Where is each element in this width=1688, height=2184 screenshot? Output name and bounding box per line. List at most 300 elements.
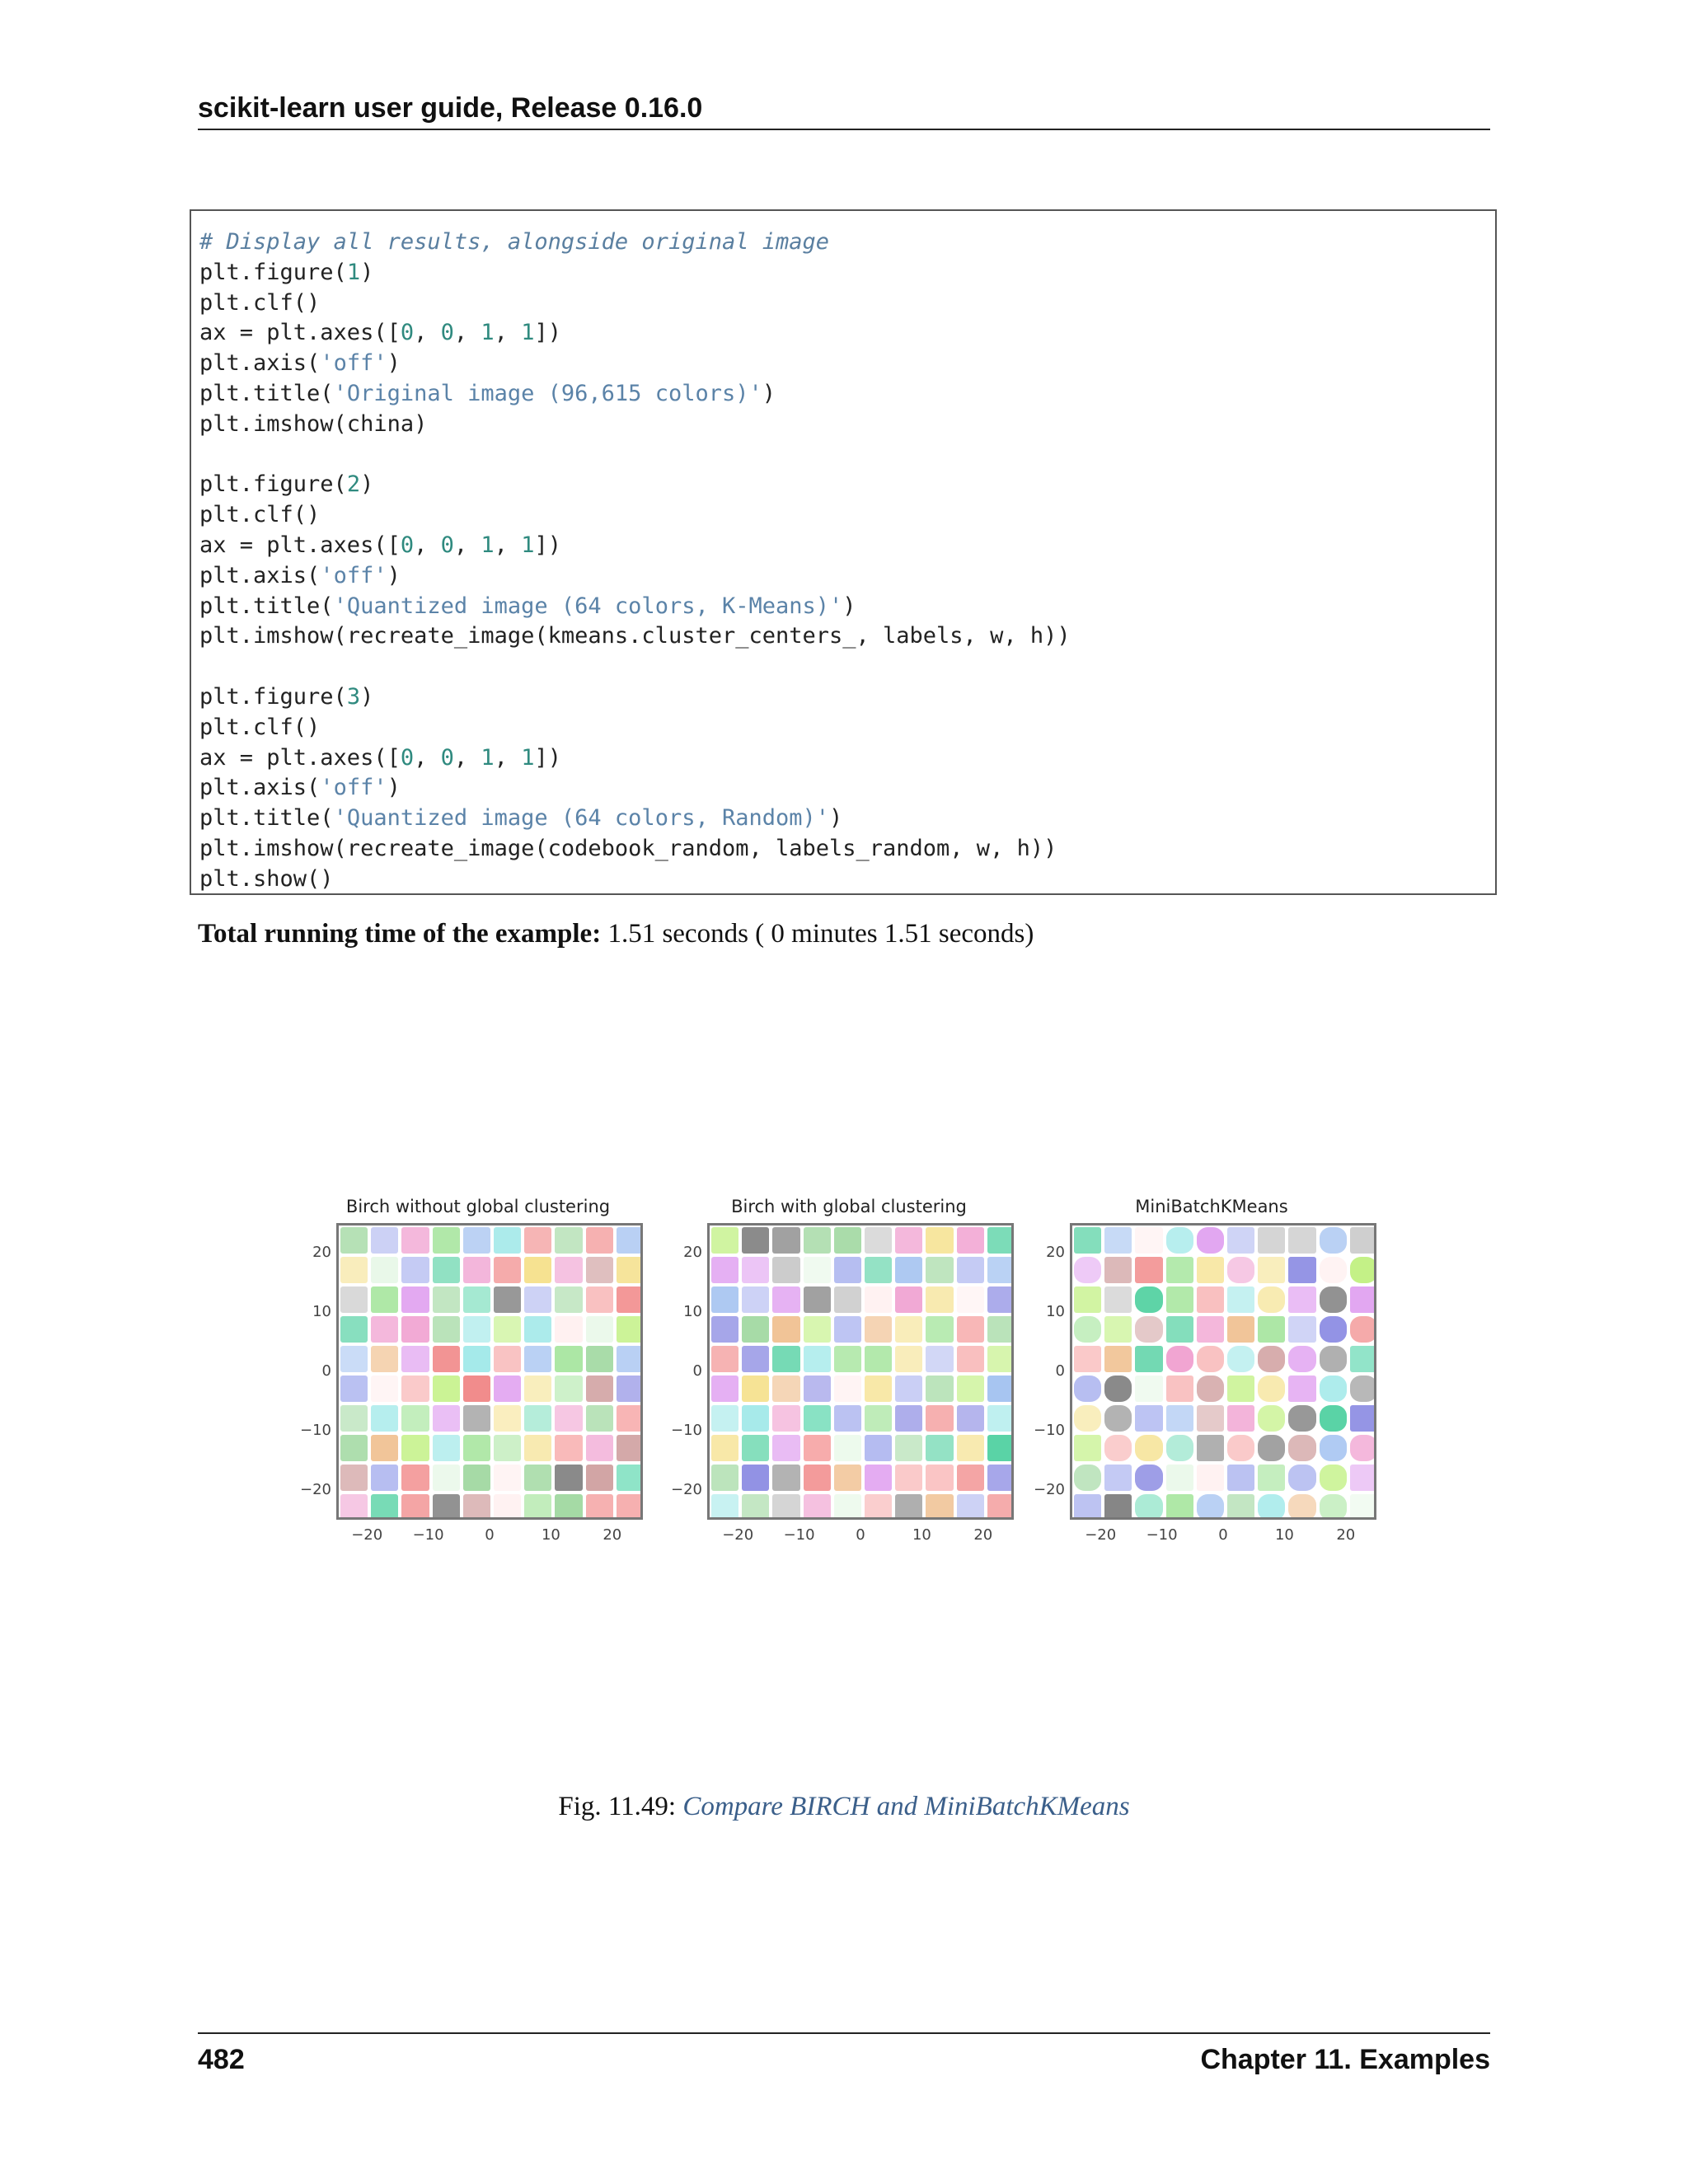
code-line [199,349,1487,379]
cluster-points [1197,1257,1224,1283]
cluster-points [463,1494,490,1520]
code-line [199,865,1487,895]
cluster-points [617,1286,643,1313]
code-token: plt.axis( [199,775,321,801]
figure-caption [0,1792,1688,1822]
cluster-points [1074,1257,1101,1283]
cluster-points [463,1465,490,1491]
cluster-points [524,1376,551,1402]
cluster-points [371,1435,398,1461]
cluster-points [804,1286,831,1313]
cluster-points [1227,1257,1254,1283]
cluster-points [1166,1346,1193,1372]
cluster-points [1288,1376,1315,1402]
cluster-points [401,1346,429,1372]
code-line [199,500,1487,531]
cluster-points [586,1316,613,1343]
cluster-points [617,1376,643,1402]
cluster-points [804,1494,831,1520]
cluster-points [371,1465,398,1491]
cluster-points [1350,1376,1376,1402]
panel-birch-no-global [297,1187,659,1549]
cluster-points [494,1494,521,1520]
cluster-points [895,1435,922,1461]
cluster-points [804,1346,831,1372]
code-token: ) [360,683,374,710]
cluster-points [401,1257,429,1283]
code-token: ) [387,562,401,588]
cluster-points [1320,1435,1347,1461]
code-token: , [414,744,441,771]
cluster-points [1104,1227,1132,1254]
cluster-points [1350,1405,1376,1432]
code-token: plt.figure( [199,259,347,285]
cluster-points [1288,1227,1315,1254]
cluster-points [1350,1465,1376,1491]
cluster-points [957,1316,984,1343]
code-token: plt.title( [199,380,334,406]
cluster-points [586,1257,613,1283]
code-line [199,379,1487,410]
code-token: ax = plt.axes([ [199,320,401,346]
cluster-points [463,1286,490,1313]
cluster-points [742,1494,769,1520]
code-token: ) [360,471,374,498]
code-token: 'Quantized image (64 colors, K-Means)' [333,593,843,619]
cluster-points [987,1346,1014,1372]
cluster-points [926,1435,953,1461]
cluster-points [494,1376,521,1402]
cluster-points [1166,1405,1193,1432]
cluster-points [834,1494,861,1520]
code-token: 'Quantized image (64 colors, Random)' [333,805,830,832]
cluster-points [957,1376,984,1402]
cluster-points [1227,1227,1254,1254]
cluster-points [1197,1316,1224,1343]
cluster-points [834,1376,861,1402]
cluster-points [804,1257,831,1283]
cluster-points [555,1257,582,1283]
cluster-points [433,1346,460,1372]
cluster-points [524,1257,551,1283]
code-token: , [494,532,522,558]
cluster-points [987,1316,1014,1343]
cluster-points [772,1286,799,1313]
cluster-points [586,1405,613,1432]
cluster-points [1166,1494,1193,1520]
y-tick-label: 20 [1046,1244,1065,1261]
cluster-points [1320,1257,1347,1283]
code-line [199,227,1487,258]
caption-link[interactable]: Compare BIRCH and MiniBatchKMeans [682,1792,1130,1821]
cluster-points [772,1346,799,1372]
cluster-points [1350,1316,1376,1343]
cluster-points [926,1465,953,1491]
code-token: ) [842,593,856,619]
cluster-points [1258,1286,1285,1313]
code-token: plt.axis( [199,350,321,377]
cluster-points [1135,1494,1162,1520]
cluster-points [463,1257,490,1283]
cluster-points [340,1376,368,1402]
cluster-points [834,1227,861,1254]
cluster-points [494,1346,521,1372]
cluster-points [1320,1494,1347,1520]
cluster-points [804,1465,831,1491]
cluster-points [1350,1346,1376,1372]
cluster-points [987,1405,1014,1432]
code-token: 1 [346,259,361,285]
cluster-points [1258,1316,1285,1343]
cluster-points [957,1494,984,1520]
cluster-points [742,1316,769,1343]
cluster-points [1135,1257,1162,1283]
cluster-points [340,1316,368,1343]
y-tick-label: 0 [321,1362,331,1380]
code-token: plt.imshow(recreate_image(codebook_random, labels_random, w, h)) [199,835,1057,861]
cluster-points [711,1465,738,1491]
code-token: , [414,320,441,346]
code-line [199,743,1487,774]
code-token: 'off' [320,775,387,801]
cluster-points [865,1435,892,1461]
cluster-points [555,1465,582,1491]
cluster-points [834,1257,861,1283]
cluster-points [1197,1405,1224,1432]
cluster-points [1135,1286,1162,1313]
plot-area [336,1223,643,1520]
cluster-points [1288,1346,1315,1372]
cluster-points [371,1494,398,1520]
cluster-points [1320,1465,1347,1491]
code-token: plt.figure( [199,683,347,710]
cluster-points [742,1405,769,1432]
cluster-points [1166,1435,1193,1461]
cluster-points [617,1316,643,1343]
code-token: plt.figure( [199,471,347,498]
code-token: plt.clf() [199,502,321,528]
cluster-points [1104,1465,1132,1491]
cluster-points [865,1405,892,1432]
code-token: ]) [534,744,561,771]
cluster-points [586,1435,613,1461]
code-token: , [494,744,522,771]
cluster-points [957,1435,984,1461]
cluster-points [555,1316,582,1343]
cluster-points [1258,1257,1285,1283]
code-token: 0 [440,744,454,771]
x-tick-label: −10 [412,1526,444,1544]
cluster-points [371,1227,398,1254]
cluster-points [711,1286,738,1313]
cluster-points [401,1494,429,1520]
cluster-points [1320,1227,1347,1254]
code-block [190,209,1497,895]
cluster-points [742,1346,769,1372]
cluster-points [987,1257,1014,1283]
cluster-points [772,1494,799,1520]
y-tick-label: −10 [671,1422,702,1439]
cluster-points [1227,1435,1254,1461]
cluster-points [895,1494,922,1520]
runtime-label: Total running time of the example: [198,919,602,949]
cluster-points [433,1435,460,1461]
cluster-points [834,1465,861,1491]
cluster-points [711,1435,738,1461]
cluster-points [1135,1376,1162,1402]
cluster-points [1258,1376,1285,1402]
cluster-points [957,1405,984,1432]
code-token: ax = plt.axes([ [199,744,401,771]
cluster-points [1135,1435,1162,1461]
cluster-points [711,1346,738,1372]
cluster-points [711,1376,738,1402]
code-token: 1 [521,744,535,771]
cluster-points [957,1286,984,1313]
cluster-points [433,1494,460,1520]
cluster-points [617,1257,643,1283]
running-header: scikit-learn user guide, Release 0.16.0 [198,92,703,124]
code-line [199,682,1487,713]
cluster-points [1166,1227,1193,1254]
cluster-points [957,1227,984,1254]
cluster-points [772,1376,799,1402]
cluster-points [524,1286,551,1313]
code-token: 'off' [320,350,387,377]
code-token: 0 [440,532,454,558]
code-token: 1 [521,320,535,346]
cluster-points [463,1346,490,1372]
cluster-points [1288,1405,1315,1432]
cluster-points [1104,1346,1132,1372]
y-tick-label: −20 [671,1481,702,1498]
cluster-points [772,1257,799,1283]
cluster-points [1197,1227,1224,1254]
cluster-points [555,1435,582,1461]
code-token: 0 [440,320,454,346]
cluster-points [1104,1257,1132,1283]
cluster-points [371,1376,398,1402]
cluster-points [524,1346,551,1372]
code-token: ) [387,350,401,377]
cluster-points [1074,1227,1101,1254]
cluster-points [494,1405,521,1432]
y-tick-label: 10 [1046,1303,1065,1320]
code-token: ) [829,805,843,832]
code-token: plt.imshow(recreate_image(kmeans.cluster_centers_, labels, w, h)) [199,623,1071,649]
code-token: 'off' [320,562,387,588]
cluster-points [371,1286,398,1313]
cluster-points [957,1257,984,1283]
cluster-points [555,1376,582,1402]
code-token: , [453,532,481,558]
cluster-points [617,1465,643,1491]
cluster-points [524,1316,551,1343]
cluster-points [1104,1286,1132,1313]
cluster-points [494,1316,521,1343]
cluster-points [1288,1257,1315,1283]
cluster-points [834,1346,861,1372]
cluster-points [1104,1494,1132,1520]
x-tick-label: 10 [1274,1526,1294,1544]
cluster-points [494,1286,521,1313]
cluster-points [1227,1346,1254,1372]
cluster-points [742,1435,769,1461]
cluster-points [865,1376,892,1402]
code-token: 1 [521,532,535,558]
code-line [199,652,1487,682]
cluster-points [1320,1346,1347,1372]
cluster-points [586,1227,613,1254]
cluster-points [926,1346,953,1372]
y-tick-label: 10 [683,1303,702,1320]
cluster-points [926,1227,953,1254]
cluster-points [433,1227,460,1254]
code-token: , [494,320,522,346]
cluster-points [1227,1316,1254,1343]
cluster-points [1350,1494,1376,1520]
cluster-points [1197,1286,1224,1313]
cluster-points [804,1316,831,1343]
cluster-points [1320,1376,1347,1402]
cluster-points [586,1286,613,1313]
cluster-points [463,1405,490,1432]
cluster-points [555,1286,582,1313]
cluster-points [401,1465,429,1491]
code-token: plt.imshow(china) [199,410,428,437]
cluster-points [433,1257,460,1283]
cluster-points [1350,1257,1376,1283]
cluster-points [555,1346,582,1372]
cluster-points [433,1376,460,1402]
cluster-points [1074,1316,1101,1343]
cluster-points [1074,1465,1101,1491]
panel-title: Birch without global clustering [345,1197,611,1216]
cluster-points [895,1405,922,1432]
cluster-points [865,1286,892,1313]
header-rule [198,129,1490,130]
cluster-points [433,1405,460,1432]
cluster-points [895,1316,922,1343]
cluster-points [463,1227,490,1254]
cluster-points [1104,1435,1132,1461]
cluster-points [555,1405,582,1432]
code-token: ) [762,380,776,406]
cluster-points [494,1257,521,1283]
cluster-points [401,1435,429,1461]
cluster-points [401,1227,429,1254]
cluster-points [865,1465,892,1491]
cluster-points [617,1227,643,1254]
x-tick-label: 10 [912,1526,931,1544]
y-tick-label: 10 [312,1303,331,1320]
chapter-label: Chapter 11. Examples [1200,2044,1490,2075]
cluster-points [340,1405,368,1432]
cluster-points [987,1376,1014,1402]
plot-area [707,1223,1014,1520]
caption-prefix: Fig. 11.49: [558,1792,683,1821]
cluster-points [1350,1286,1376,1313]
x-tick-label: 0 [1218,1526,1228,1544]
y-tick-label: 0 [1055,1362,1065,1380]
cluster-points [1074,1435,1101,1461]
cluster-points [804,1405,831,1432]
panel-title: MiniBatchKMeans [1135,1197,1288,1216]
cluster-points [772,1316,799,1343]
cluster-points [987,1286,1014,1313]
cluster-points [1258,1346,1285,1372]
cluster-points [524,1405,551,1432]
cluster-points [804,1376,831,1402]
code-token: plt.title( [199,593,334,619]
cluster-points [586,1376,613,1402]
cluster-points [617,1494,643,1520]
panel-title: Birch with global clustering [731,1197,967,1216]
cluster-points [463,1435,490,1461]
cluster-points [834,1286,861,1313]
cluster-points [1135,1346,1162,1372]
runtime-value: 1.51 seconds ( 0 minutes 1.51 seconds) [601,919,1034,949]
cluster-points [1166,1286,1193,1313]
runtime-line [198,919,1034,949]
code-line [199,561,1487,592]
code-line [199,592,1487,622]
code-line [199,258,1487,288]
cluster-points [433,1465,460,1491]
cluster-points [1227,1405,1254,1432]
cluster-points [1227,1465,1254,1491]
y-tick-label: −10 [1034,1422,1065,1439]
cluster-points [524,1435,551,1461]
panel-minibatch-kmeans [1030,1187,1393,1549]
x-tick-label: −20 [351,1526,383,1544]
code-line [199,440,1487,471]
cluster-points [433,1286,460,1313]
cluster-points [524,1494,551,1520]
code-token: plt.axis( [199,562,321,588]
cluster-points [834,1316,861,1343]
cluster-points [742,1257,769,1283]
cluster-points [1135,1465,1162,1491]
cluster-points [1227,1376,1254,1402]
code-token: ]) [534,320,561,346]
cluster-points [772,1227,799,1254]
cluster-points [804,1435,831,1461]
cluster-points [1288,1494,1315,1520]
x-tick-label: 20 [973,1526,993,1544]
cluster-points [617,1405,643,1432]
code-token: 2 [346,471,361,498]
code-token: , [453,320,481,346]
cluster-points [711,1494,738,1520]
cluster-points [1074,1494,1101,1520]
cluster-points [926,1286,953,1313]
x-tick-label: 20 [603,1526,622,1544]
cluster-points [1074,1346,1101,1372]
cluster-points [401,1376,429,1402]
code-line [199,834,1487,865]
cluster-points [463,1376,490,1402]
code-token: # Display all results, alongside original image [199,229,830,255]
x-tick-label: −20 [1085,1526,1117,1544]
cluster-points [371,1257,398,1283]
cluster-points [1258,1435,1285,1461]
cluster-points [926,1494,953,1520]
cluster-points [865,1316,892,1343]
panel-birch-global [668,1187,1030,1549]
plot-area [1070,1223,1376,1520]
cluster-points [1197,1346,1224,1372]
